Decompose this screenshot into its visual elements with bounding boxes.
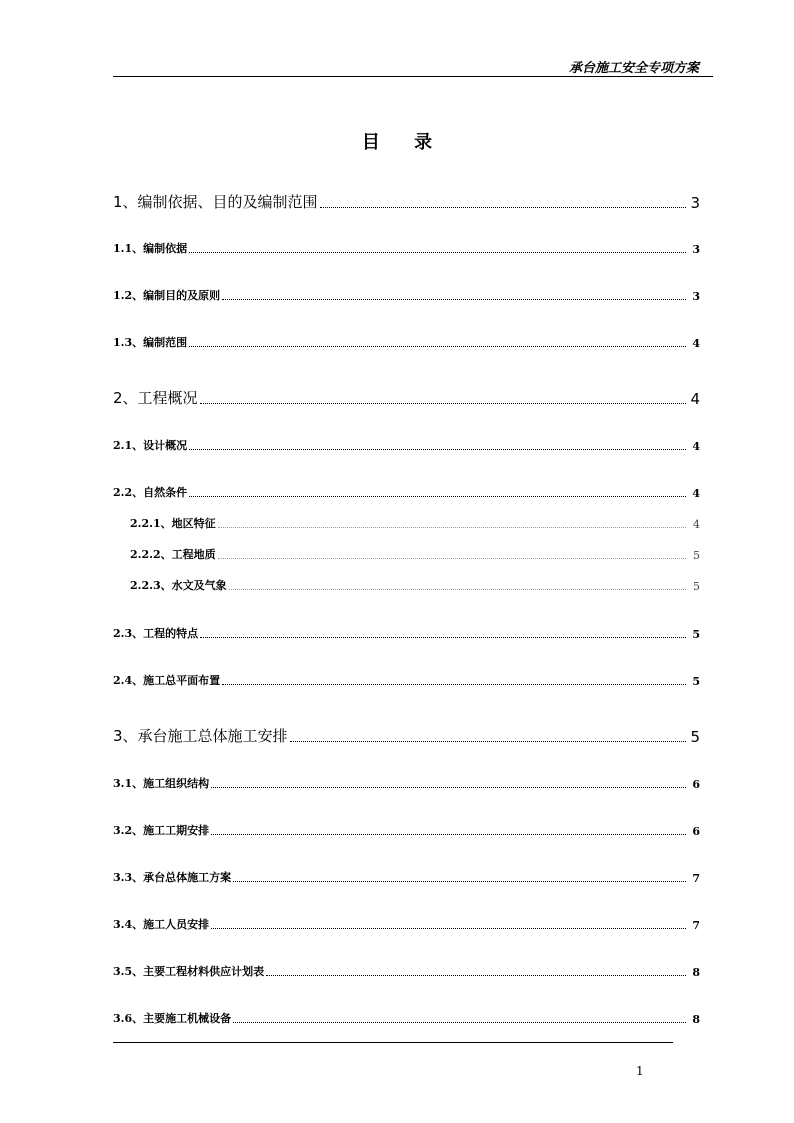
toc-entry-page: 8 xyxy=(692,1013,700,1026)
dot-leader xyxy=(233,1022,686,1023)
toc-entry-3-3[interactable] xyxy=(113,869,700,885)
toc-entry-page: 3 xyxy=(692,290,700,303)
toc-entry-label: 3、承台施工总体施工安排 xyxy=(113,727,288,745)
dot-leader xyxy=(229,589,686,590)
toc-entry-page: 6 xyxy=(692,825,700,838)
header-rule xyxy=(113,76,713,77)
dot-leader xyxy=(233,881,686,882)
toc-entry-label: 2.3、工程的特点 xyxy=(113,627,199,640)
dot-leader xyxy=(189,449,686,450)
toc-entry-label: 1.1、编制依据 xyxy=(113,242,188,255)
dot-leader xyxy=(189,496,686,497)
toc-entry-1-2[interactable] xyxy=(113,287,700,303)
dot-leader xyxy=(189,252,686,253)
toc-entry-1[interactable] xyxy=(113,191,700,212)
toc-entry-label: 1.2、编制目的及原则 xyxy=(113,289,221,302)
page-title: 目 录 xyxy=(361,132,447,153)
dot-leader xyxy=(266,975,686,976)
dot-leader xyxy=(200,637,686,638)
dot-leader xyxy=(290,741,686,742)
dot-leader xyxy=(211,928,686,929)
toc-entry-page: 7 xyxy=(692,919,700,932)
toc-entry-label: 3.2、施工工期安排 xyxy=(113,824,210,837)
toc-entry-label: 3.1、施工组织结构 xyxy=(113,777,210,790)
toc-entry-label: 2.1、设计概况 xyxy=(113,439,188,452)
toc-entry-page: 7 xyxy=(692,872,700,885)
dot-leader xyxy=(320,207,686,208)
toc-entry-2-2-2[interactable] xyxy=(113,546,700,562)
toc-entry-3[interactable] xyxy=(113,725,700,746)
dot-leader xyxy=(218,527,686,528)
toc-entry-3-1[interactable] xyxy=(113,775,700,791)
toc-entry-page: 4 xyxy=(692,487,700,500)
dot-leader xyxy=(222,684,686,685)
toc-entry-2-1[interactable] xyxy=(113,437,700,453)
toc-entry-label: 2.2.2、工程地质 xyxy=(130,548,216,561)
toc-entry-page: 3 xyxy=(692,243,700,256)
dot-leader xyxy=(222,299,686,300)
toc-entry-page: 3 xyxy=(690,194,700,212)
toc-entry-page: 5 xyxy=(693,580,700,593)
toc-entry-label: 2.4、施工总平面布置 xyxy=(113,674,221,687)
toc-entry-page: 6 xyxy=(692,778,700,791)
toc-entry-1-3[interactable] xyxy=(113,334,700,350)
running-header: 承台施工安全专项方案 xyxy=(568,61,699,76)
toc-entry-page: 5 xyxy=(693,549,700,562)
toc-entry-label: 3.5、主要工程材料供应计划表 xyxy=(113,965,265,978)
toc-entry-page: 5 xyxy=(692,675,700,688)
toc-entry-2[interactable] xyxy=(113,387,700,408)
toc-entry-label: 2、工程概况 xyxy=(113,389,198,407)
footer-rule xyxy=(113,1042,673,1043)
toc-entry-page: 4 xyxy=(693,518,700,531)
dot-leader xyxy=(218,558,686,559)
toc-entry-3-5[interactable] xyxy=(113,963,700,979)
toc-entry-label: 1、编制依据、目的及编制范围 xyxy=(113,193,318,211)
dot-leader xyxy=(200,403,686,404)
toc-entry-2-4[interactable] xyxy=(113,672,700,688)
toc-entry-label: 3.3、承台总体施工方案 xyxy=(113,871,232,884)
toc-entry-page: 4 xyxy=(690,390,700,408)
toc-entry-2-2-3[interactable] xyxy=(113,577,700,593)
toc-entry-2-2-1[interactable] xyxy=(113,515,700,531)
toc-entry-label: 2.2、自然条件 xyxy=(113,486,188,499)
dot-leader xyxy=(211,787,686,788)
page-number: 1 xyxy=(636,1064,644,1078)
toc-entry-page: 5 xyxy=(692,628,700,641)
toc-entry-3-4[interactable] xyxy=(113,916,700,932)
toc-entry-label: 3.4、施工人员安排 xyxy=(113,918,210,931)
toc-entry-2-3[interactable] xyxy=(113,625,700,641)
toc-entry-label: 1.3、编制范围 xyxy=(113,336,188,349)
toc-entry-page: 4 xyxy=(692,337,700,350)
toc-entry-3-2[interactable] xyxy=(113,822,700,838)
dot-leader xyxy=(189,346,686,347)
toc-entry-3-6[interactable] xyxy=(113,1010,700,1026)
toc-entry-label: 2.2.1、地区特征 xyxy=(130,517,216,530)
toc-entry-page: 8 xyxy=(692,966,700,979)
toc-entry-page: 4 xyxy=(692,440,700,453)
toc-entry-label: 2.2.3、水文及气象 xyxy=(130,579,227,592)
toc-entry-page: 5 xyxy=(690,728,700,746)
toc-entry-1-1[interactable] xyxy=(113,240,700,256)
dot-leader xyxy=(211,834,686,835)
toc-entry-2-2[interactable] xyxy=(113,484,700,500)
toc-entry-label: 3.6、主要施工机械设备 xyxy=(113,1012,232,1025)
